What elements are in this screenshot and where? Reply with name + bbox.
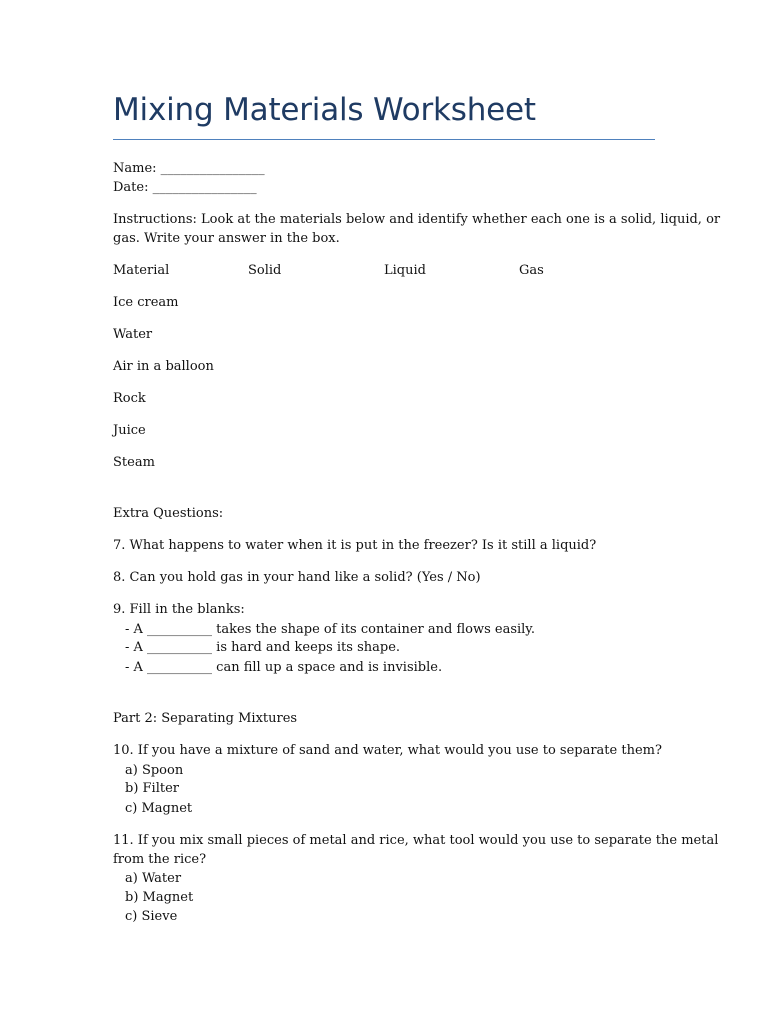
title-underline (113, 139, 655, 140)
table-row: Air in a balloon (113, 359, 214, 374)
question-7: 7. What happens to water when it is put in the freezer? Is it still a liquid? (113, 538, 597, 553)
header-liquid: Liquid (384, 263, 426, 278)
header-gas: Gas (519, 263, 544, 278)
table-row: Juice (113, 423, 146, 438)
date-line: Date: ________________ (113, 180, 257, 195)
extra-questions-heading: Extra Questions: (113, 506, 224, 521)
table-row: Water (113, 327, 153, 342)
instructions-line-1: Instructions: Look at the materials below and identify whether each one is a solid, liquid, or (113, 212, 721, 227)
question-9-blank-2: - A __________ is hard and keeps its shape. (125, 640, 401, 655)
question-10-option-b: b) Filter (125, 781, 179, 796)
question-9-blank-3: - A __________ can fill up a space and is invisible. (125, 660, 443, 675)
part-2-heading: Part 2: Separating Mixtures (113, 711, 298, 726)
question-10-option-a: a) Spoon (125, 763, 184, 778)
name-line: Name: ________________ (113, 161, 265, 176)
instructions-line-2: gas. Write your answer in the box. (113, 231, 340, 246)
question-9-stem: 9. Fill in the blanks: (113, 602, 245, 617)
question-11-stem-line-1: 11. If you mix small pieces of metal and rice, what tool would you use to separate the metal (113, 833, 719, 848)
question-11-stem-line-2: from the rice? (113, 852, 207, 867)
question-11-option-c: c) Sieve (125, 909, 178, 924)
table-row: Rock (113, 391, 146, 406)
question-9-blank-1: - A __________ takes the shape of its container and flows easily. (125, 622, 536, 637)
question-10-stem: 10. If you have a mixture of sand and water, what would you use to separate them? (113, 743, 662, 758)
table-row: Ice cream (113, 295, 179, 310)
header-material: Material (113, 263, 170, 278)
question-10-option-c: c) Magnet (125, 801, 193, 816)
table-row: Steam (113, 455, 155, 470)
question-11-option-b: b) Magnet (125, 890, 194, 905)
header-solid: Solid (248, 263, 282, 278)
question-11-option-a: a) Water (125, 871, 182, 886)
question-8: 8. Can you hold gas in your hand like a solid? (Yes / No) (113, 570, 481, 585)
page-title: Mixing Materials Worksheet (113, 92, 536, 128)
